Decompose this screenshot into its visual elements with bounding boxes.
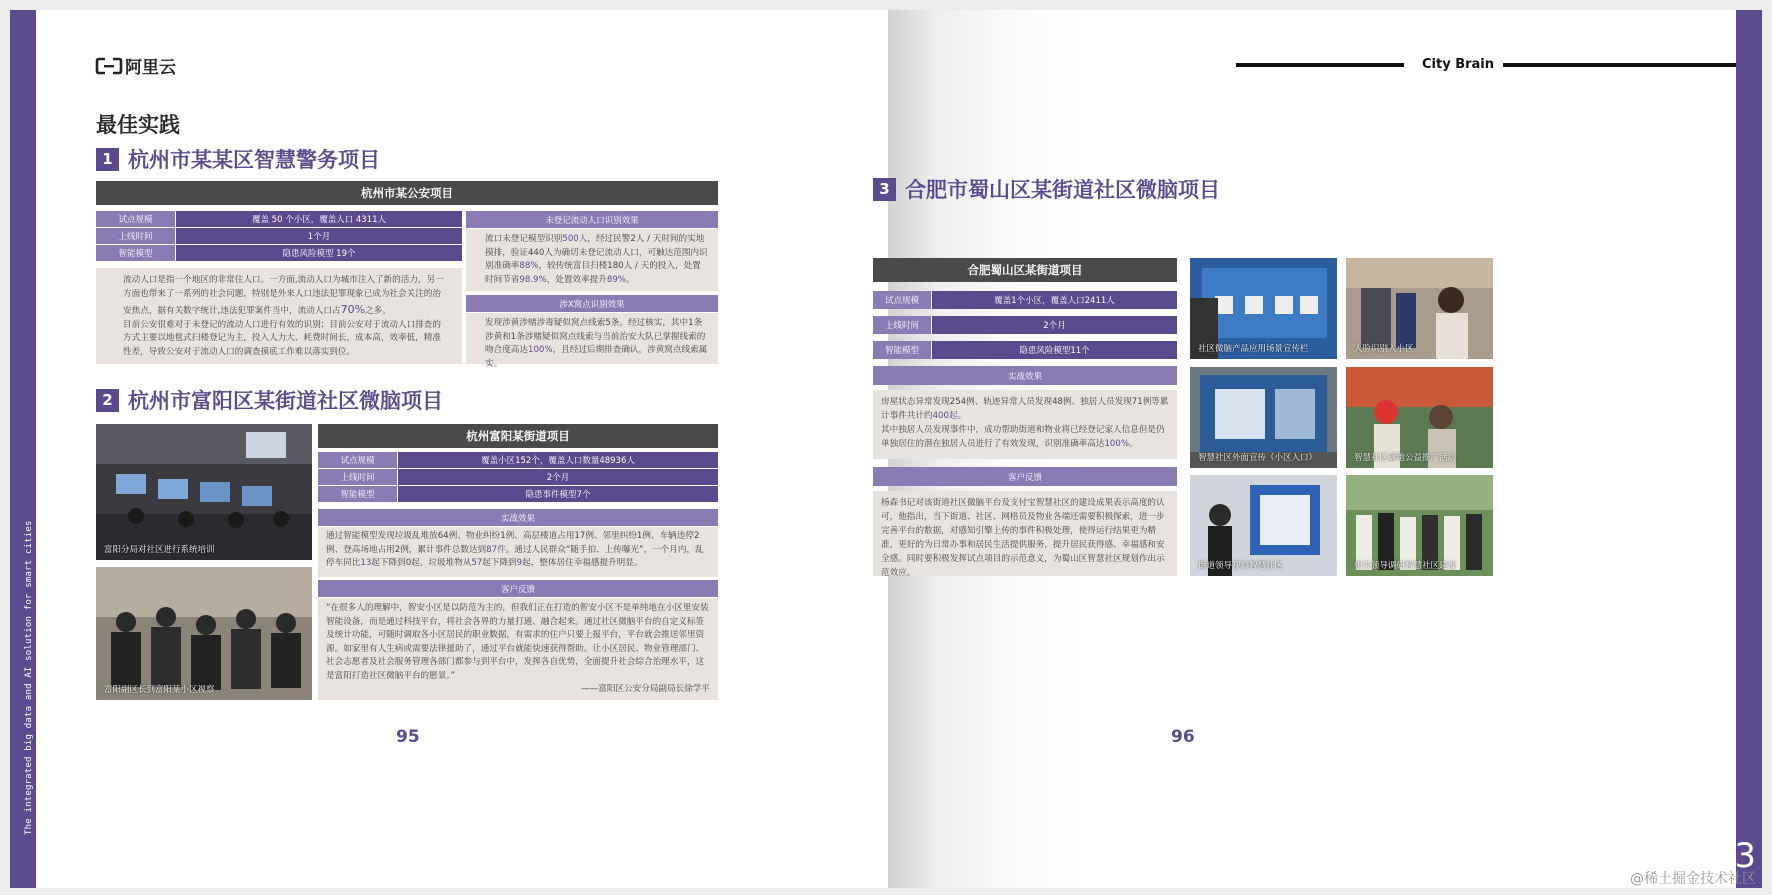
photo-caption: 富阳副区长到富阳某小区视察 <box>104 685 215 695</box>
text: 其中独居人员发现事件中，成功帮助街道和物业将已经登记家人信息但是仍单独居住的潜在独居人员进行了有效发现，识别准确率高达 <box>881 424 1165 449</box>
photo-caption: 富阳分局对社区进行系统培训 <box>104 545 215 555</box>
effect2-text <box>466 313 718 369</box>
row-key: 上线时间 <box>318 469 397 485</box>
project2-table-title: 杭州富阳某街道项目 <box>318 424 718 448</box>
text: 流口未登记模型识别 <box>485 234 563 244</box>
text: 通过智能模型发现垃圾乱堆放64例、物业纠纷1例、高层楼道占用17例、邻里纠纷1例、车辆违停2例、登高场地占用2例，累计事件总数达到 <box>326 531 700 555</box>
text: ，且经过后期排查确认，涉黄窝点线索属实。 <box>485 345 708 369</box>
row-value: 覆盖 50 个小区，覆盖人口 4311人 <box>175 211 462 227</box>
text: ，处置效率提升 <box>546 274 607 285</box>
photo-leader-visit <box>1190 475 1337 576</box>
highlight: 98.9% <box>519 274 547 285</box>
project1-heading <box>96 144 380 174</box>
text: 。 <box>1129 438 1138 449</box>
photo-caption: 人脸识别入小区 <box>1354 344 1414 354</box>
project2-row-model <box>318 486 718 502</box>
left-page <box>10 10 888 888</box>
highlight: 88% <box>519 261 539 272</box>
text: 起，整体居住幸福感提升明显。 <box>522 558 643 569</box>
highlight: 100% <box>1104 438 1130 449</box>
row-key: 试点规模 <box>318 452 397 468</box>
project1-table-title: 杭州市某公安项目 <box>96 181 718 205</box>
row-value: 1个月 <box>175 228 462 244</box>
project3-row-scale <box>873 291 1177 309</box>
highlight: 9 <box>516 558 523 569</box>
highlight: 400起 <box>932 410 958 421</box>
project2-feedback-head: 客户反馈 <box>318 580 718 597</box>
feedback-signature: ——富阳区公安分局副局长徐学平 <box>581 684 710 695</box>
desc-text: 流动人口是指一个地区的非常住人口。一方面,流动人口为城市注入了新的活力，另一方面也带来了一系列的社会问题，特别是外来人口违法犯罪现象已成为社会关注的治安焦点，据有关数字统计,违法犯罪案件当中，流动人口占 <box>123 275 444 317</box>
project2-row-scale <box>318 452 718 468</box>
photo-caption: 相关领导调研智慧社区建设 <box>1354 561 1457 571</box>
row-value: 2个月 <box>397 469 718 485</box>
project3-table-title: 合肥蜀山区某街道项目 <box>873 258 1177 282</box>
watermark: @稀土掘金技术社区 <box>1630 871 1756 887</box>
photo-inspection <box>96 567 312 700</box>
highlight: 500人 <box>562 234 588 244</box>
photo-caption: 智慧社区落地公益推广活动 <box>1354 453 1457 463</box>
highlight: 87件 <box>486 544 506 555</box>
page-number-right: 96 <box>1171 727 1195 747</box>
logo-text: 阿里云 <box>125 58 176 78</box>
photo-promo-event <box>1346 367 1493 468</box>
project1-row-model <box>96 245 462 261</box>
row-value: 隐患风险模型 19个 <box>175 245 462 261</box>
project1-title: 杭州市某某区智慧警务项目 <box>128 148 380 172</box>
row-key: 上线时间 <box>96 228 175 244</box>
page-number-left: 95 <box>396 727 420 747</box>
project1-number: 1 <box>96 148 119 171</box>
project2-effect-head: 实战效果 <box>318 509 718 526</box>
project2-row-time <box>318 469 718 485</box>
text: ，较传统富目扫楼180人 / 天的投入，处置时间节省 <box>485 261 701 285</box>
section-title: 最佳实践 <box>96 113 180 137</box>
project3-heading <box>873 174 1220 204</box>
project3-feedback <box>873 491 1177 576</box>
desc-text-end: 之多。 <box>365 306 391 317</box>
photo-leaders-research <box>1346 475 1493 576</box>
project3-row-time <box>873 316 1177 334</box>
effect1-text <box>466 229 718 291</box>
desc-text-2: 目前公安很难对于未登记的流动人口进行有效的识别；目前公安对于流动人口排查的方式主要以地毯式扫楼登记为主，投入人力大、耗费时间长，成本高，效率低，精准性差，导致公安对于流动人口的调查摸底工作难以落实到位。 <box>123 319 441 357</box>
project2-number: 2 <box>96 389 119 412</box>
row-value: 隐患风险模型11个 <box>931 341 1177 359</box>
project2-heading <box>96 385 443 415</box>
text: 起下降到0起，垃圾堆物从 <box>371 558 472 569</box>
right-page <box>879 10 1762 888</box>
feedback-text: “在很多人的理解中，智安小区是以防范为主的，但我们正在打造的智安小区不是单纯地在小区里安装智能设备，而是通过科技平台，将社会各界的力量打通、融合起来。通过社区微脑平台的自定义标签及统计功能，可随时调取各小区居民的职业数据，有需求的住户只要上报平台，平台就会推送邻里资源。如家里有人生病或需要法律援助了，通过平台就能快速获得帮助。让小区居民、物业管理部门、社会志愿者及社会服务管理各部门都参与到平台中，发挥各自优势，全面提升社会综合治理水平，这是富阳打造社区微脑平台的愿景。” <box>326 603 709 681</box>
text: 发现涉黄涉赌涉毒疑似窝点线索5条。经过核实，其中1条涉黄和1条涉赌疑似窝点线索与当前治安大队已掌握线索的吻合度高达 <box>485 318 706 356</box>
header-label: City Brain <box>1422 57 1495 72</box>
project3-row-model <box>873 341 1177 359</box>
project2-feedback <box>318 598 718 700</box>
photo-poster-board <box>1190 258 1337 359</box>
project1-row-scale <box>96 211 462 227</box>
row-value: 覆盖小区152个，覆盖人口数量48936人 <box>397 452 718 468</box>
text: 。 <box>625 274 635 285</box>
project3-title: 合肥市蜀山区某街道社区微脑项目 <box>905 178 1220 202</box>
row-value: 2个月 <box>931 316 1177 334</box>
project2-effect-text <box>318 527 718 577</box>
row-key: 智能模型 <box>873 341 931 359</box>
photo-entrance <box>1190 367 1337 468</box>
highlight: 100% <box>527 345 553 356</box>
header-rule-right <box>1503 63 1736 67</box>
row-key: 上线时间 <box>873 316 931 334</box>
row-value: 隐患事件模型7个 <box>397 486 718 502</box>
photo-caption: 社区微脑产品应用场景宣传栏 <box>1198 344 1309 354</box>
project1-description <box>96 268 462 364</box>
row-value: 覆盖1个小区，覆盖人口2411人 <box>931 291 1177 309</box>
project3-number: 3 <box>873 178 896 201</box>
desc-highlight: 70% <box>340 303 366 317</box>
row-key: 试点规模 <box>96 211 175 227</box>
photo-training <box>96 424 312 560</box>
text: 起下降到 <box>482 558 517 569</box>
project1-row-time <box>96 228 462 244</box>
aliyun-logo-icon <box>96 58 122 74</box>
text: ，经过民警2人 / 天时间的实地摸排，验证440人为确切未登记流动人口，可触达范围内识别准确率 <box>485 234 708 272</box>
aliyun-logo <box>96 53 176 78</box>
photo-training-image <box>96 424 312 560</box>
effect2-head: 涉X窝点识别效果 <box>466 295 718 312</box>
row-key: 智能模型 <box>96 245 175 261</box>
highlight: 13 <box>360 558 372 569</box>
row-key: 试点规模 <box>873 291 931 309</box>
row-key: 智能模型 <box>318 486 397 502</box>
photo-inspection-image <box>96 567 312 700</box>
photo-caption: 街道领导视察智慧社区 <box>1198 561 1284 571</box>
right-accent-bar <box>1736 10 1762 888</box>
photo-face-entry <box>1346 258 1493 359</box>
highlight: 89% <box>606 274 626 285</box>
project2-title: 杭州市富阳区某街道社区微脑项目 <box>128 389 443 413</box>
text: 房屋状态异常发现254例、轨迹异常人员发现48例、独居人员发现71例等累计事件共计约 <box>881 397 1169 421</box>
text: 。通过人民群众“随手拍、上传曝光”，一个月内，乱停车同比 <box>326 544 704 569</box>
side-vertical-text: The integrated big data and AI solution for smart cities <box>24 520 34 835</box>
corner-number: 3 <box>1734 836 1756 876</box>
brochure-spread <box>10 10 1762 888</box>
project3-effect-head: 实战效果 <box>873 366 1177 385</box>
photo-caption: 智慧社区外面宣传（小区入口） <box>1198 453 1318 463</box>
highlight: 57 <box>471 558 483 569</box>
project3-effect-text <box>873 390 1177 459</box>
text: 。 <box>957 410 967 421</box>
header-rule-left <box>1236 63 1404 67</box>
feedback-text: 杨森书记对该街道社区微脑平台及支付宝智慧社区的建设成果表示高度的认可，他指出，当下街道、社区、网格员及物业各端还需要积极探索，进一步完善平台的数据，对感知引擎上传的事件积极处理，使得运行结果更为精准，更好的为日常办事和居民生活提供服务，提升居民获得感、幸福感和安全感。同时要积极发挥试点项目的示范意义，为蜀山区智慧社区规划作出示范效应。 <box>881 498 1165 578</box>
project3-feedback-head: 客户反馈 <box>873 467 1177 486</box>
effect1-head: 未登记流动人口识别效果 <box>466 211 718 228</box>
